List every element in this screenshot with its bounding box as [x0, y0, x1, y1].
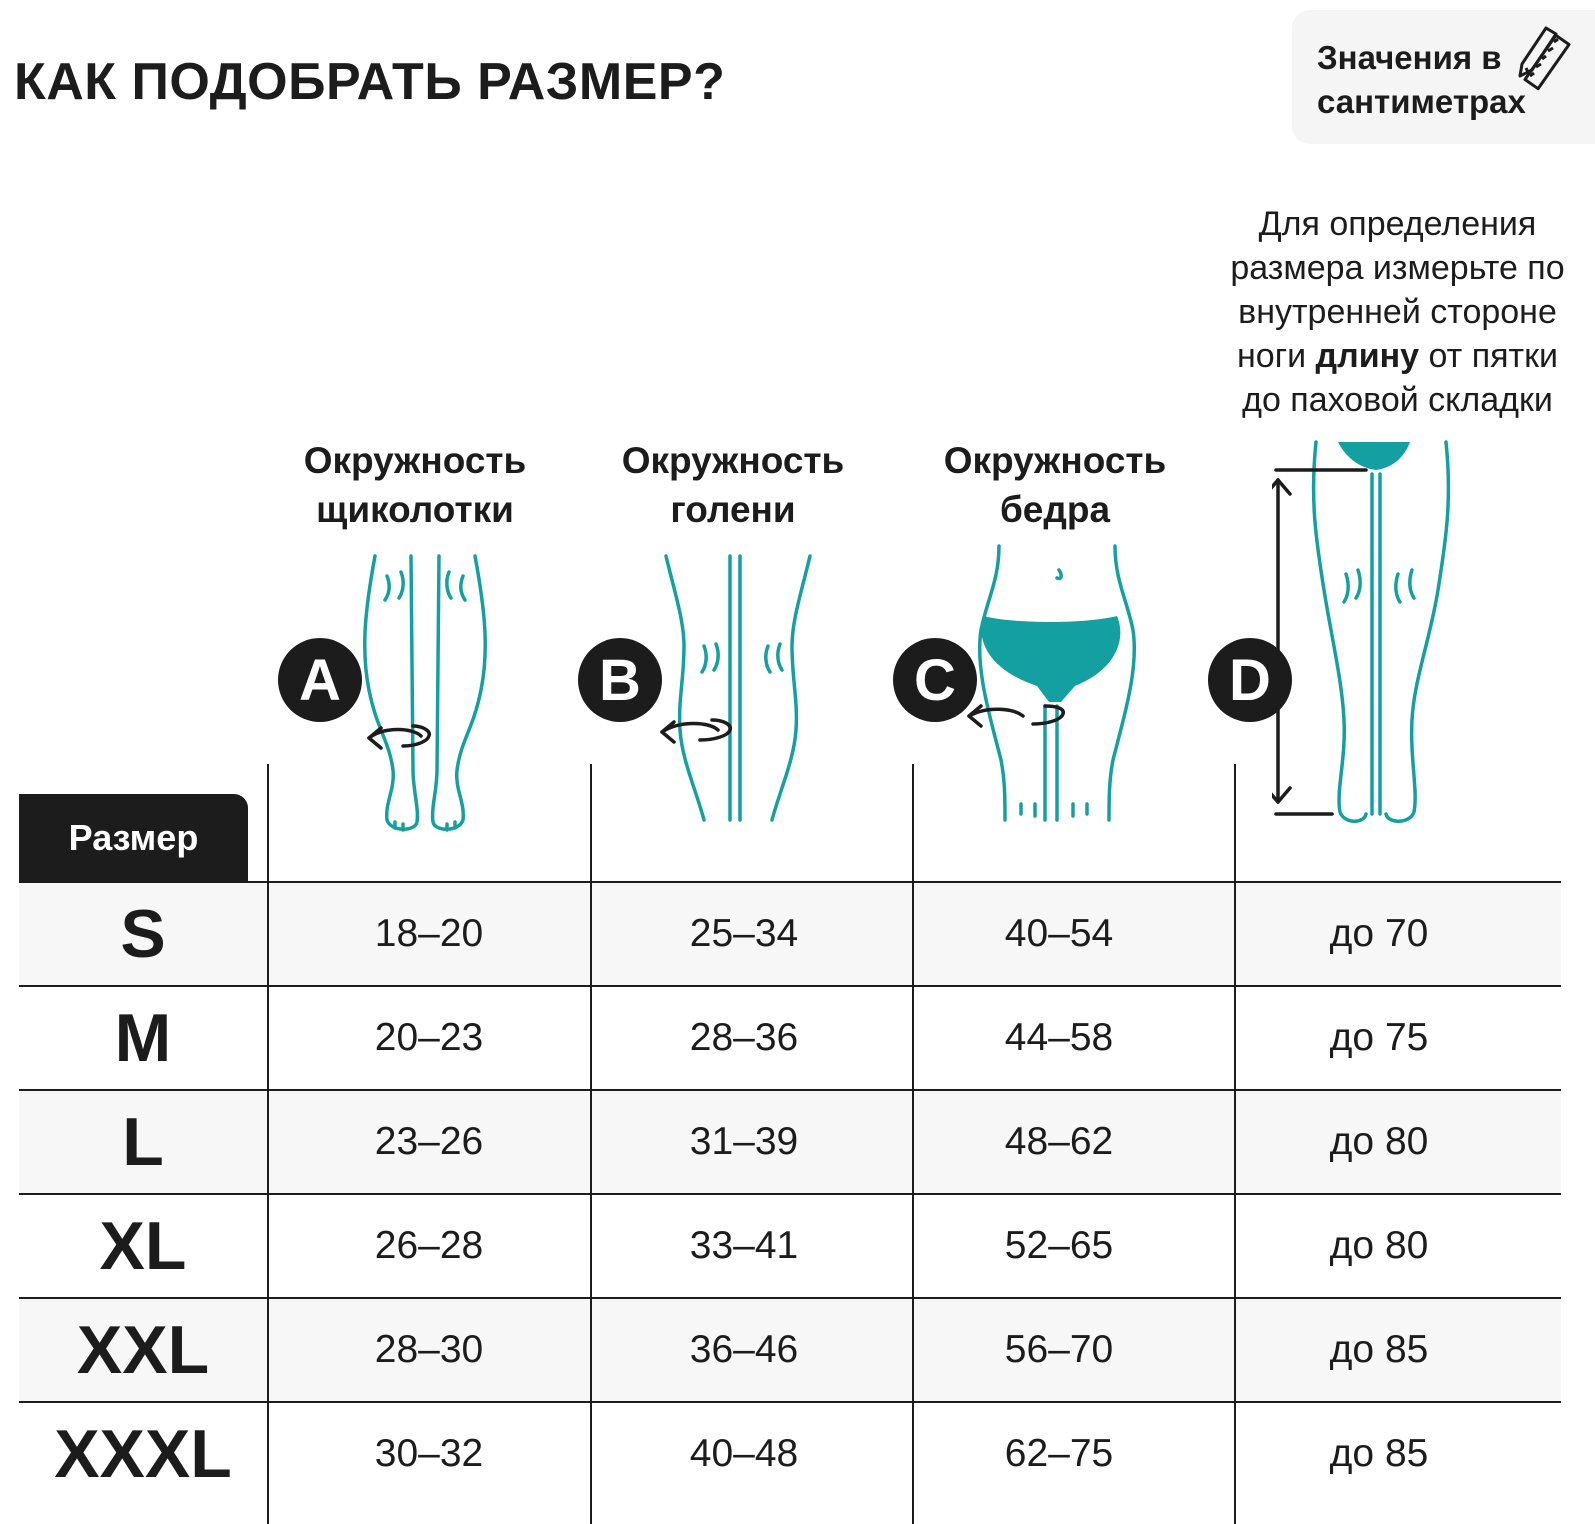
thigh-illustration	[965, 440, 1165, 840]
length-value: до 80	[1329, 1224, 1429, 1267]
calf-value: 31–39	[689, 1120, 799, 1163]
thigh-value: 56–70	[1004, 1328, 1114, 1371]
calf-value: 28–36	[689, 1016, 799, 1059]
badge-d: D	[1208, 638, 1292, 722]
size-cell: M	[114, 1000, 172, 1076]
instruction-text: ноги	[1237, 337, 1316, 375]
leg-length-illustration	[1272, 440, 1462, 840]
instruction-line: внутренней стороне	[1238, 293, 1557, 331]
thigh-value: 40–54	[1004, 912, 1114, 955]
column-divider	[267, 764, 269, 1524]
table-row	[19, 986, 1561, 1090]
ankle-value: 26–28	[374, 1224, 484, 1267]
calf-value: 25–34	[689, 912, 799, 955]
table-divider	[19, 985, 1561, 987]
instruction-emphasis: длину	[1315, 337, 1420, 375]
calf-value: 36–46	[689, 1328, 799, 1371]
units-note-line1: Значения в	[1317, 39, 1502, 76]
instruction-text: от пятки	[1419, 337, 1558, 375]
column-divider	[1234, 764, 1236, 1524]
instruction-line: Для определения	[1258, 205, 1537, 243]
page-title: КАК ПОДОБРАТЬ РАЗМЕР?	[14, 53, 726, 111]
units-note-text	[1317, 36, 1537, 124]
ankle-value: 20–23	[374, 1016, 484, 1059]
instruction-line: до паховой складки	[1242, 381, 1553, 419]
size-cell: XL	[99, 1208, 187, 1284]
table-divider	[19, 1401, 1561, 1403]
table-divider	[19, 1089, 1561, 1091]
thigh-value: 48–62	[1004, 1120, 1114, 1163]
table-row	[19, 1298, 1561, 1402]
table-divider	[19, 1297, 1561, 1299]
instruction-line	[1200, 334, 1595, 378]
thigh-value: 44–58	[1004, 1016, 1114, 1059]
column-divider	[590, 764, 592, 1524]
instruction-line: размера измерьте по	[1230, 249, 1565, 287]
badge-b: B	[578, 638, 662, 722]
ruler-pencil-icon	[1514, 24, 1578, 98]
table-row	[19, 1194, 1561, 1298]
ankle-value: 18–20	[374, 912, 484, 955]
column-divider	[912, 764, 914, 1524]
label-line: Окружность	[621, 440, 845, 481]
table-row	[19, 1402, 1561, 1506]
thigh-value: 62–75	[1004, 1432, 1114, 1475]
length-value: до 85	[1329, 1328, 1429, 1371]
label-line: Окружность	[303, 440, 527, 481]
ankle-value: 28–30	[374, 1328, 484, 1371]
size-cell: L	[122, 1104, 164, 1180]
length-value: до 85	[1329, 1432, 1429, 1475]
length-value: до 80	[1329, 1120, 1429, 1163]
size-cell: XXL	[76, 1312, 210, 1388]
thigh-value: 52–65	[1004, 1224, 1114, 1267]
size-cell: S	[120, 896, 166, 972]
length-value: до 70	[1329, 912, 1429, 955]
calf-value: 40–48	[689, 1432, 799, 1475]
calf-illustration	[660, 440, 830, 840]
badge-c: C	[893, 638, 977, 722]
size-column-header: Размер	[19, 794, 248, 882]
table-row	[19, 882, 1561, 986]
units-note	[1292, 10, 1595, 144]
label-line: бедра	[999, 489, 1111, 530]
label-line: голени	[670, 489, 796, 530]
calf-value: 33–41	[689, 1224, 799, 1267]
label-line: щиколотки	[316, 489, 514, 530]
units-note-line2: сантиметрах	[1317, 83, 1526, 120]
badge-a: A	[278, 638, 362, 722]
table-divider	[19, 881, 1561, 883]
table-row	[19, 1090, 1561, 1194]
table-divider	[19, 1193, 1561, 1195]
label-line: Окружность	[943, 440, 1167, 481]
ankle-value: 30–32	[374, 1432, 484, 1475]
size-cell: XXXL	[54, 1416, 232, 1492]
length-instruction	[1200, 202, 1595, 422]
ankle-value: 23–26	[374, 1120, 484, 1163]
ankle-illustration	[355, 440, 495, 840]
length-value: до 75	[1329, 1016, 1429, 1059]
